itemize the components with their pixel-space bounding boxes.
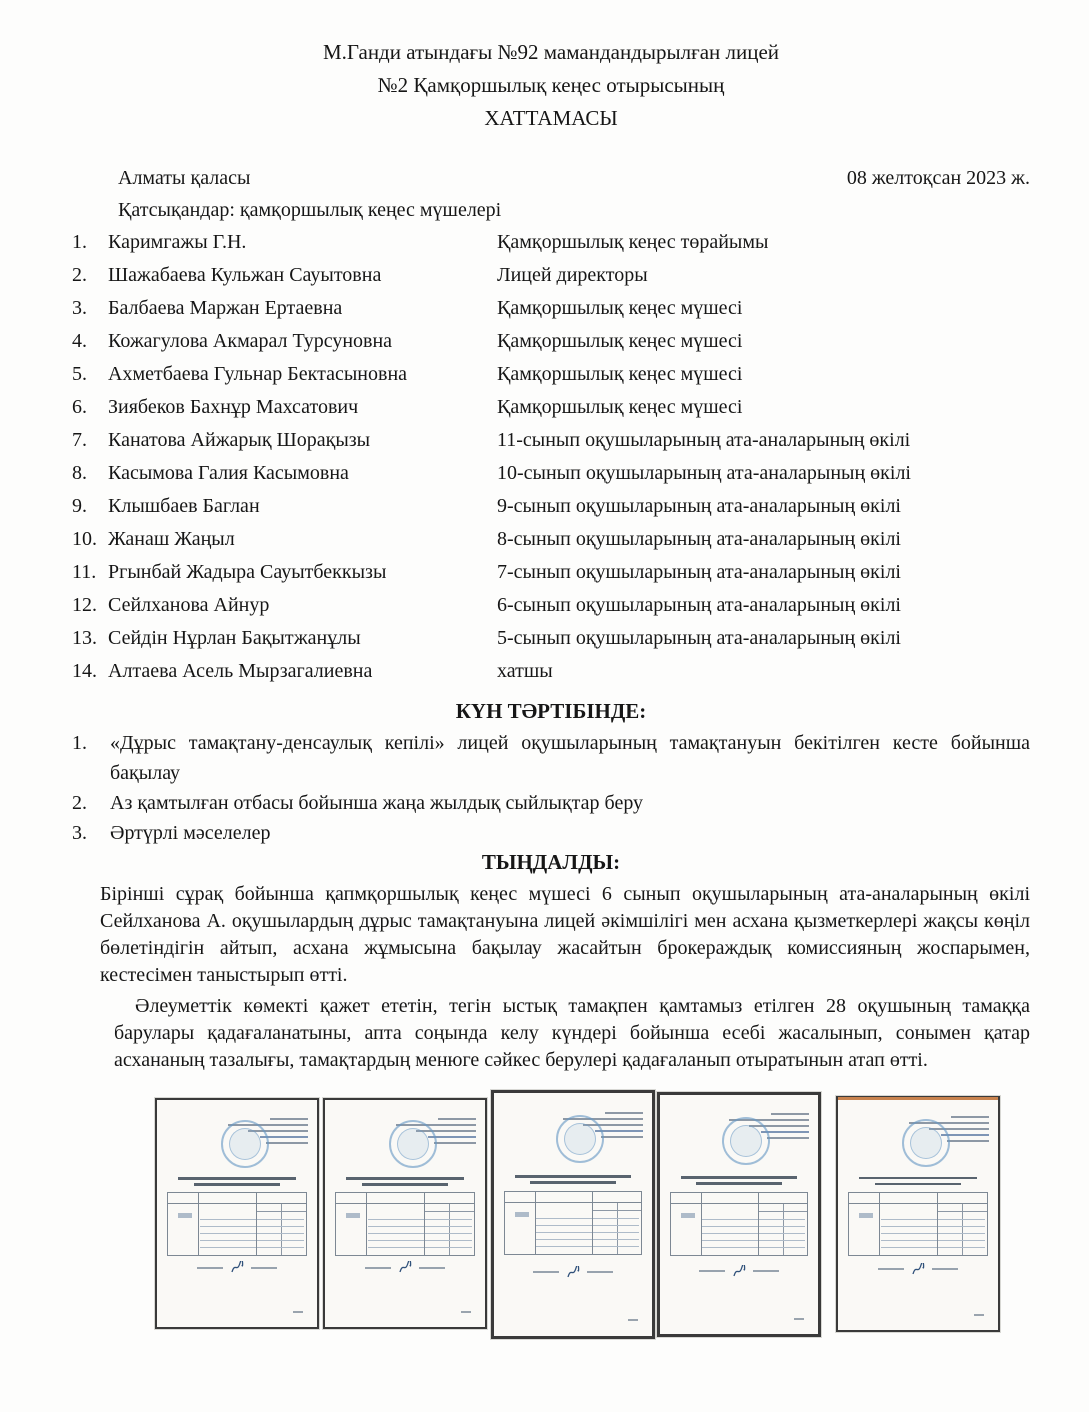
participant-number: 12. — [72, 594, 97, 616]
scan-title-placeholder — [838, 1173, 998, 1185]
participant-role: Қамқоршылық кеңес мүшесі — [497, 330, 743, 352]
city-label: Алматы қаласы — [118, 167, 251, 189]
signature-stroke-icon — [230, 1261, 244, 1274]
participant-row — [72, 556, 1030, 589]
date-label: 08 желтоқсан 2023 ж. — [846, 167, 1030, 189]
document-title-line-1: М.Ганди атындағы №92 мамандандырылған лицей — [322, 40, 780, 64]
participant-number: 6. — [72, 396, 87, 418]
participant-name: Алтаева Асель Мырзагалиевна — [108, 660, 373, 682]
round-stamp-icon — [722, 1117, 770, 1165]
scanned-page-thumbnail — [155, 1098, 319, 1329]
scanned-page-thumbnail — [836, 1096, 1000, 1332]
participant-name: Касымова Галия Касымовна — [108, 462, 349, 484]
scan-title-placeholder — [325, 1174, 485, 1186]
participant-row — [72, 259, 1030, 292]
participant-row — [72, 523, 1030, 556]
participant-name: Балбаева Маржан Ертаевна — [108, 297, 343, 319]
scan-title-placeholder — [494, 1172, 652, 1184]
document-header — [72, 36, 1030, 135]
agenda-item — [72, 728, 1030, 788]
participant-name: Ахметбаева Гульнар Бектасыновна — [108, 363, 408, 385]
participant-number: 4. — [72, 330, 87, 352]
attendees-label: Қатсықандар: қамқоршылық кеңес мүшелері — [118, 199, 502, 221]
signatures-placeholder — [494, 1266, 652, 1279]
participant-number: 10. — [72, 528, 97, 550]
participant-name: Сейдін Нұрлан Бақытжанұлы — [108, 627, 361, 649]
participant-name: Кожагулова Акмарал Турсуновна — [108, 330, 393, 352]
participant-role: 6-сынып оқушыларының ата-аналарының өкілі — [497, 594, 901, 616]
agenda-item — [72, 818, 1030, 848]
participant-number: 2. — [72, 264, 87, 286]
participant-row — [72, 589, 1030, 622]
participant-role: хатшы — [497, 660, 553, 682]
agenda-list — [72, 728, 1030, 848]
participant-row — [72, 622, 1030, 655]
participant-row — [72, 325, 1030, 358]
scan-title-placeholder — [660, 1173, 818, 1185]
participant-role: 10-сынып оқушыларының ата-аналарының өкілі — [497, 462, 911, 484]
agenda-item-number: 2. — [72, 792, 87, 814]
menu-table-placeholder — [335, 1192, 475, 1256]
page-number-placeholder — [293, 1311, 303, 1313]
participant-row — [72, 655, 1030, 688]
participant-role: 7-сынып оқушыларының ата-аналарының өкілі — [497, 561, 901, 583]
round-stamp-icon — [389, 1120, 437, 1168]
round-stamp-icon — [221, 1120, 269, 1168]
signature-stroke-icon — [732, 1265, 746, 1278]
participant-role: 9-сынып оқушыларының ата-аналарының өкілі — [497, 495, 901, 517]
scan-title-placeholder — [157, 1174, 317, 1186]
round-stamp-icon — [556, 1115, 604, 1163]
participant-role: Қамқоршылық кеңес мүшесі — [497, 363, 743, 385]
participant-number: 14. — [72, 660, 97, 682]
participant-role: Қамқоршылық кеңес төрайымы — [497, 231, 769, 253]
attached-scans-row — [155, 1098, 1030, 1339]
participant-number: 5. — [72, 363, 87, 385]
document-title-line-3: ХАТТАМАСЫ — [484, 106, 618, 130]
participant-role: Қамқоршылық кеңес мүшесі — [497, 396, 743, 418]
agenda-item-text: Әртүрлі мәселелер — [110, 822, 271, 844]
heard-paragraph-1: Бірінші сұрақ бойынша қапмқоршылық кеңес мүшесі 6 сынып оқушыларының ата-аналарының өкілі Сейлханова А. оқушылардың дұрыс тамақтануына лицей әкімшілігі мен асхана қызметкерлері жақсы көңіл бөлетіндігін айтып, асхана жұмысына бақылау жасайтын брокераждық комиссияның жоспарымен, кестесімен таныстырып өтті. — [100, 883, 1030, 986]
participant-name: Жанаш Жаңыл — [108, 528, 235, 550]
participant-number: 8. — [72, 462, 87, 484]
agenda-item-number: 1. — [72, 732, 87, 754]
signature-stroke-icon — [566, 1266, 580, 1279]
participant-name: Шажабаева Кульжан Сауытовна — [108, 264, 382, 286]
participant-row — [72, 490, 1030, 523]
participant-row — [72, 457, 1030, 490]
menu-table-placeholder — [848, 1192, 988, 1256]
participant-name: Канатова Айжарық Шорақызы — [108, 429, 371, 451]
heard-paragraph-2: Әлеуметтік көмекті қажет ететін, тегін ыстық тамақпен қамтамыз етілген 28 оқушының тамаққа барулары қадағаланатыны, апта соңында келу күндері бойынша есебі жасалынып, сонымен қатар асхананың тазалығы, тамақтардың менюге сәйкес берулері қадағаланып отыратынын атап өтті. — [114, 995, 1030, 1071]
page-number-placeholder — [974, 1314, 984, 1316]
participant-role: 11-сынып оқушыларының ата-аналарының өкілі — [497, 429, 911, 451]
scanned-page-thumbnail — [323, 1098, 487, 1329]
participant-number: 11. — [72, 561, 97, 583]
heard-heading: ТЫҢДАЛДЫ: — [481, 850, 621, 874]
menu-table-placeholder — [670, 1192, 808, 1256]
page-number-placeholder — [461, 1311, 471, 1313]
agenda-heading: КҮН ТӘРТІБІНДЕ: — [455, 699, 647, 723]
participant-number: 7. — [72, 429, 87, 451]
page-number-placeholder — [794, 1318, 804, 1320]
participant-number: 3. — [72, 297, 87, 319]
participant-row — [72, 226, 1030, 259]
scanned-page-thumbnail — [657, 1092, 821, 1337]
agenda-item-number: 3. — [72, 822, 87, 844]
participant-role: 8-сынып оқушыларының ата-аналарының өкілі — [497, 528, 901, 550]
agenda-item — [72, 788, 1030, 818]
meta-row — [72, 162, 1030, 194]
participant-name: Каримгажы Г.Н. — [108, 231, 247, 253]
round-stamp-icon — [902, 1119, 950, 1167]
signatures-placeholder — [838, 1263, 998, 1276]
participants-list — [72, 226, 1030, 688]
menu-table-placeholder — [504, 1191, 642, 1255]
participant-role: 5-сынып оқушыларының ата-аналарының өкілі — [497, 627, 901, 649]
menu-table-placeholder — [167, 1192, 307, 1256]
participant-role: Лицей директоры — [497, 264, 648, 286]
signatures-placeholder — [325, 1261, 485, 1274]
document-title-line-2: №2 Қамқоршылық кеңес отырысының — [377, 73, 725, 97]
page-number-placeholder — [628, 1319, 638, 1321]
participant-name: Сейлханова Айнур — [108, 594, 270, 616]
participant-row — [72, 292, 1030, 325]
participant-number: 1. — [72, 231, 87, 253]
participant-role: Қамқоршылық кеңес мүшесі — [497, 297, 743, 319]
participant-name: Ргынбай Жадыра Сауытбеккызы — [108, 561, 387, 583]
signature-stroke-icon — [911, 1263, 925, 1276]
signatures-placeholder — [157, 1261, 317, 1274]
signature-stroke-icon — [398, 1261, 412, 1274]
agenda-item-text: Аз қамтылған отбасы бойынша жаңа жылдық сыйлықтар беру — [110, 792, 644, 814]
signatures-placeholder — [660, 1265, 818, 1278]
participant-row — [72, 391, 1030, 424]
participant-row — [72, 358, 1030, 391]
participant-name: Зиябеков Бахнұр Махсатович — [108, 396, 359, 418]
participant-number: 9. — [72, 495, 87, 517]
scanned-page-thumbnail — [491, 1090, 655, 1339]
participant-number: 13. — [72, 627, 97, 649]
participant-row — [72, 424, 1030, 457]
agenda-item-text: «Дұрыс тамақтану-денсаулық кепілі» лицей оқушыларының тамақтануын бекітілген кесте бойынша бақылау — [110, 732, 1030, 784]
participant-name: Клышбаев Баглан — [108, 495, 260, 517]
